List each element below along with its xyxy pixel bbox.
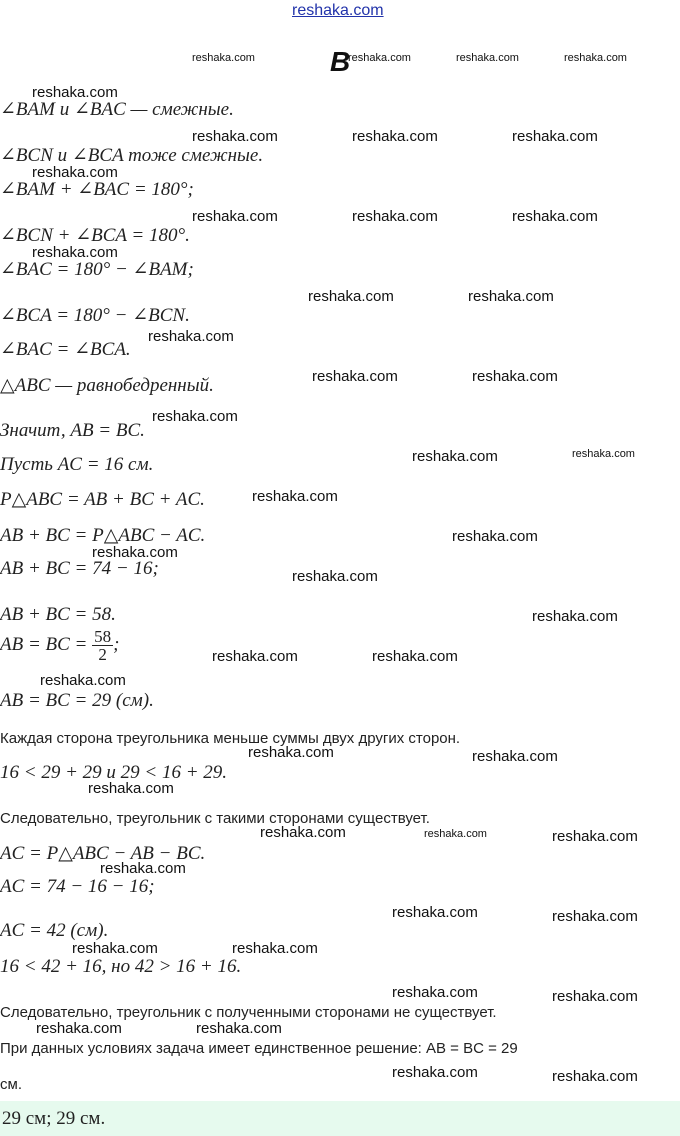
solution-line: 16 < 42 + 16, но 42 > 16 + 16.	[0, 956, 242, 977]
solution-line: AC = P△ABC − AB − BC.	[0, 843, 206, 864]
watermark: reshaka.com	[452, 528, 538, 545]
solution-line: △ABC — равнобедренный.	[0, 375, 214, 396]
solution-line: ∠BAM + ∠BAC = 180°;	[0, 179, 194, 200]
solution-line: Следовательно, треугольник с полученными сторонами не существует.	[0, 1004, 497, 1021]
solution-line: AB + BC = 74 − 16;	[0, 558, 159, 579]
watermark: reshaka.com	[392, 904, 478, 921]
watermark: reshaka.com	[472, 368, 558, 385]
solution-line: Каждая сторона треугольника меньше суммы двух других сторон.	[0, 730, 461, 747]
solution-line: Пусть AC = 16 см.	[0, 454, 154, 475]
solution-line: AB + BC = P△ABC − AC.	[0, 525, 206, 546]
watermark: reshaka.com	[32, 244, 118, 261]
solution-line: 16 < 29 + 29 и 29 < 16 + 29.	[0, 762, 228, 783]
watermark: reshaka.com	[552, 828, 638, 845]
solution-line: ∠BCN и ∠BCA тоже смежные.	[0, 145, 264, 166]
solution-line: ∠BAM и ∠BAC — смежные.	[0, 99, 234, 120]
watermark: reshaka.com	[312, 368, 398, 385]
watermark: reshaka.com	[512, 128, 598, 145]
watermark: reshaka.com	[552, 1068, 638, 1085]
watermark: reshaka.com	[392, 984, 478, 1001]
watermark: reshaka.com	[40, 672, 126, 689]
watermark: reshaka.com	[32, 164, 118, 181]
watermark: reshaka.com	[412, 448, 498, 465]
figure-label-b: B	[330, 46, 351, 77]
solution-line: ∠BAC = ∠BCA.	[0, 339, 131, 360]
watermark: reshaka.com	[100, 860, 186, 877]
watermark: reshaka.com	[468, 288, 554, 305]
watermark: reshaka.com	[192, 52, 255, 64]
fraction-right: ;	[113, 633, 120, 655]
solution-line: см.	[0, 1076, 22, 1093]
watermark: reshaka.com	[248, 744, 334, 761]
solution-line: AB + BC = 58.	[0, 604, 116, 625]
solution-line: Следовательно, треугольник с такими сторонами существует.	[0, 810, 430, 827]
watermark: reshaka.com	[352, 208, 438, 225]
watermark: reshaka.com	[424, 828, 487, 840]
watermark: reshaka.com	[456, 52, 519, 64]
solution-line: ∠BAC = 180° − ∠BAM;	[0, 259, 194, 280]
watermark: reshaka.com	[564, 52, 627, 64]
watermark: reshaka.com	[72, 940, 158, 957]
solution-line: ∠BCN + ∠BCA = 180°.	[0, 225, 190, 246]
fraction-line	[0, 628, 119, 663]
watermark: reshaka.com	[292, 568, 378, 585]
watermark: reshaka.com	[352, 128, 438, 145]
solution-line: ∠BCA = 180° − ∠BCN.	[0, 305, 190, 326]
watermark: reshaka.com	[92, 544, 178, 561]
answer-box	[0, 1101, 680, 1136]
watermark: reshaka.com	[32, 84, 118, 101]
solution-line: AB = BC = 29 (см).	[0, 690, 154, 711]
solution-line: Значит, AB = BC.	[0, 420, 145, 441]
watermark: reshaka.com	[252, 488, 338, 505]
watermark: reshaka.com	[260, 824, 346, 841]
fraction-denominator: 2	[98, 645, 107, 664]
watermark: reshaka.com	[36, 1020, 122, 1037]
watermark: reshaka.com	[148, 328, 234, 345]
solution-line: При данных условиях задача имеет единственное решение: AB = BC = 29	[0, 1040, 518, 1057]
solution-line: P△ABC = AB + BC + AC.	[0, 489, 205, 510]
watermark: reshaka.com	[372, 648, 458, 665]
watermark: reshaka.com	[348, 52, 411, 64]
fraction-numerator: 58	[94, 627, 112, 646]
watermark: reshaka.com	[308, 288, 394, 305]
answer-text: 29 см; 29 см.	[2, 1108, 106, 1129]
watermark: reshaka.com	[572, 448, 635, 460]
solution-line: AC = 42 (см).	[0, 920, 109, 941]
solution-line: AC = 74 − 16 − 16;	[0, 876, 155, 897]
watermark: reshaka.com	[192, 128, 278, 145]
watermark: reshaka.com	[232, 940, 318, 957]
watermark: reshaka.com	[392, 1064, 478, 1081]
fraction	[92, 628, 113, 663]
watermark: reshaka.com	[152, 408, 238, 425]
watermark: reshaka.com	[88, 780, 174, 797]
watermark: reshaka.com	[192, 208, 278, 225]
watermark: reshaka.com	[552, 908, 638, 925]
watermark: reshaka.com	[196, 1020, 282, 1037]
watermark: reshaka.com	[472, 748, 558, 765]
watermark: reshaka.com	[552, 988, 638, 1005]
watermark: reshaka.com	[532, 608, 618, 625]
header-site-link[interactable]: reshaka.com	[292, 2, 384, 19]
fraction-left: AB = BC =	[0, 633, 88, 655]
watermark: reshaka.com	[512, 208, 598, 225]
watermark: reshaka.com	[212, 648, 298, 665]
